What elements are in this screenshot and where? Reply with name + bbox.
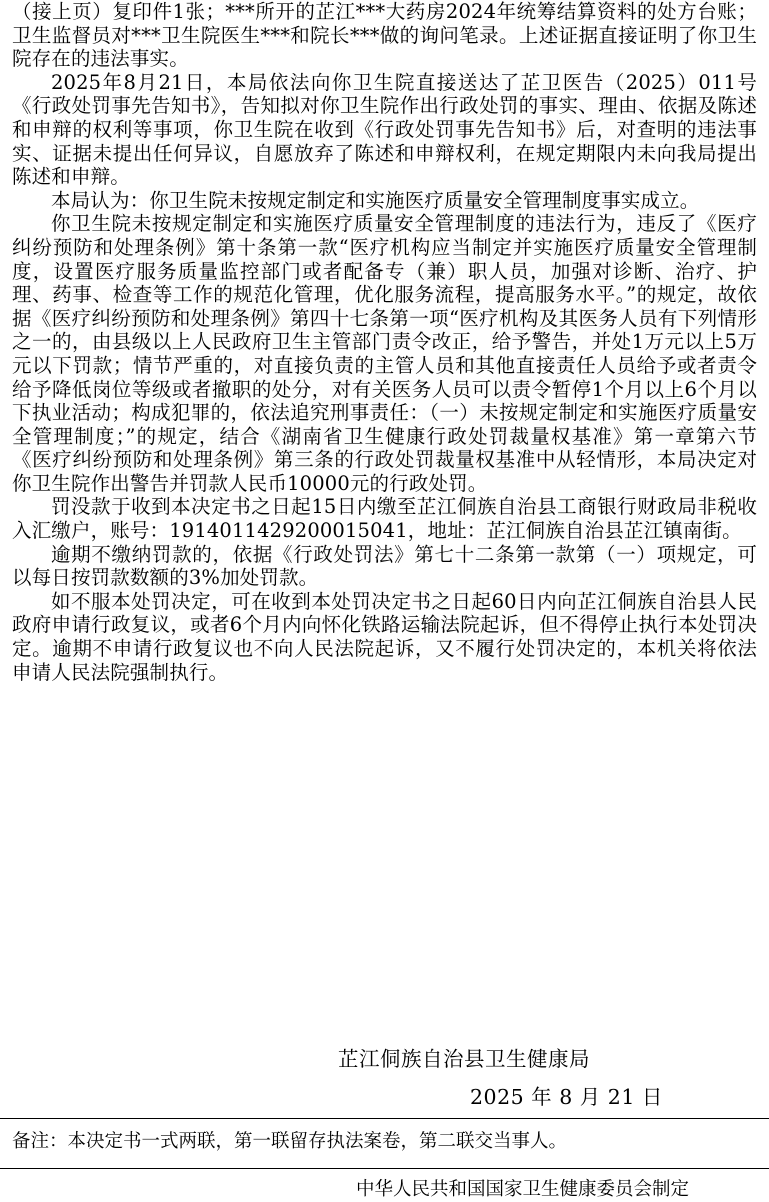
issuing-organization: 芷江侗族自治县卫生健康局: [338, 1047, 590, 1071]
remarks-note: 备注：本决定书一式两联，第一联留存执法案卷，第二联交当事人。: [12, 1131, 568, 1152]
issue-date: 2025 年 8 月 21 日: [470, 1085, 663, 1109]
paragraph-legal-basis: 你卫生院未按规定制定和实施医疗质量安全管理制度的违法行为，违反了《医疗纠纷预防和处理条例》第十条第一款“医疗机构应当制定并实施医疗质量安全管理制度，设置医疗服务质量监控部门或者配备专（兼）职人员，加强对诊断、治疗、护理、药事、检查等工作的规范化管理，优化服务流程，提高服务水平。”的规定，故依据《医疗纠纷预防和处理条例》第四十七条第一项“医疗机构及其医务人员有下列情形之一的，由县级以上人民政府卫生主管部门责令改正，给予警告，并处1万元以上5万元以下罚款；情节严重的，对直接负责的主管人员和其他直接责任人员给予或者责令给予降低岗位等级或者撤职的处分，对有关医务人员可以责令暂停1个月以上6个月以下执业活动；构成犯罪的，依法追究刑事责任：（一）未按规定制定和实施医疗质量安全管理制度；”的规定，结合《湖南省卫生健康行政处罚裁量权基准》第一章第六节《医疗纠纷预防和处理条例》第三条的行政处罚裁量权基准中从轻情形，本局决定对你卫生院作出警告并罚款人民币10000元的行政处罚。: [12, 212, 757, 495]
paragraph-late-penalty: 逾期不缴纳罚款的，依据《行政处罚法》第七十二条第一款第（一）项规定，可以每日按罚款数额的3%加处罚款。: [12, 542, 757, 590]
paragraph-appeal-rights: 如不服本处罚决定，可在收到本处罚决定书之日起60日内向芷江侗族自治县人民政府申请行政复议，或者6个月内向怀化铁路运输法院起诉，但不得停止执行本处罚决定。逾期不申请行政复议也不向人民法院起诉，又不履行处罚决定的，本机关将依法申请人民法院强制执行。: [12, 589, 757, 684]
form-issuer-footer: 中华人民共和国国家卫生健康委员会制定: [356, 1179, 690, 1200]
paragraph-notice-served: 2025年8月21日，本局依法向你卫生院直接送达了芷卫医告（2025）011号《行政处罚事先告知书》，告知拟对你卫生院作出行政处罚的事实、理由、依据及陈述和申辩的权利等事项，你卫生院在收到《行政处罚事先告知书》后，对查明的违法事实、证据未提出任何异议，自愿放弃了陈述和申辩权利，在规定期限内未向我局提出陈述和申辩。: [12, 70, 757, 189]
document-body: [12, 0, 757, 684]
paragraph-finding: 本局认为：你卫生院未按规定制定和实施医疗质量安全管理制度事实成立。: [51, 188, 700, 212]
paragraph-payment-instructions: 罚没款于收到本决定书之日起15日内缴至芷江侗族自治县工商银行财政局非税收入汇缴户，账号：1914011429200015041，地址：芷江侗族自治县芷江镇南街。: [12, 495, 757, 543]
divider-bottom: [0, 1168, 769, 1169]
paragraph-evidence: （接上页）复印件1张；***所开的芷江***大药房2024年统筹结算资料的处方台账；卫生监督员对***卫生院医生***和院长***做的询问笔录。上述证据直接证明了你卫生院存在的违法事实。: [12, 0, 757, 71]
divider-top: [0, 1118, 769, 1119]
